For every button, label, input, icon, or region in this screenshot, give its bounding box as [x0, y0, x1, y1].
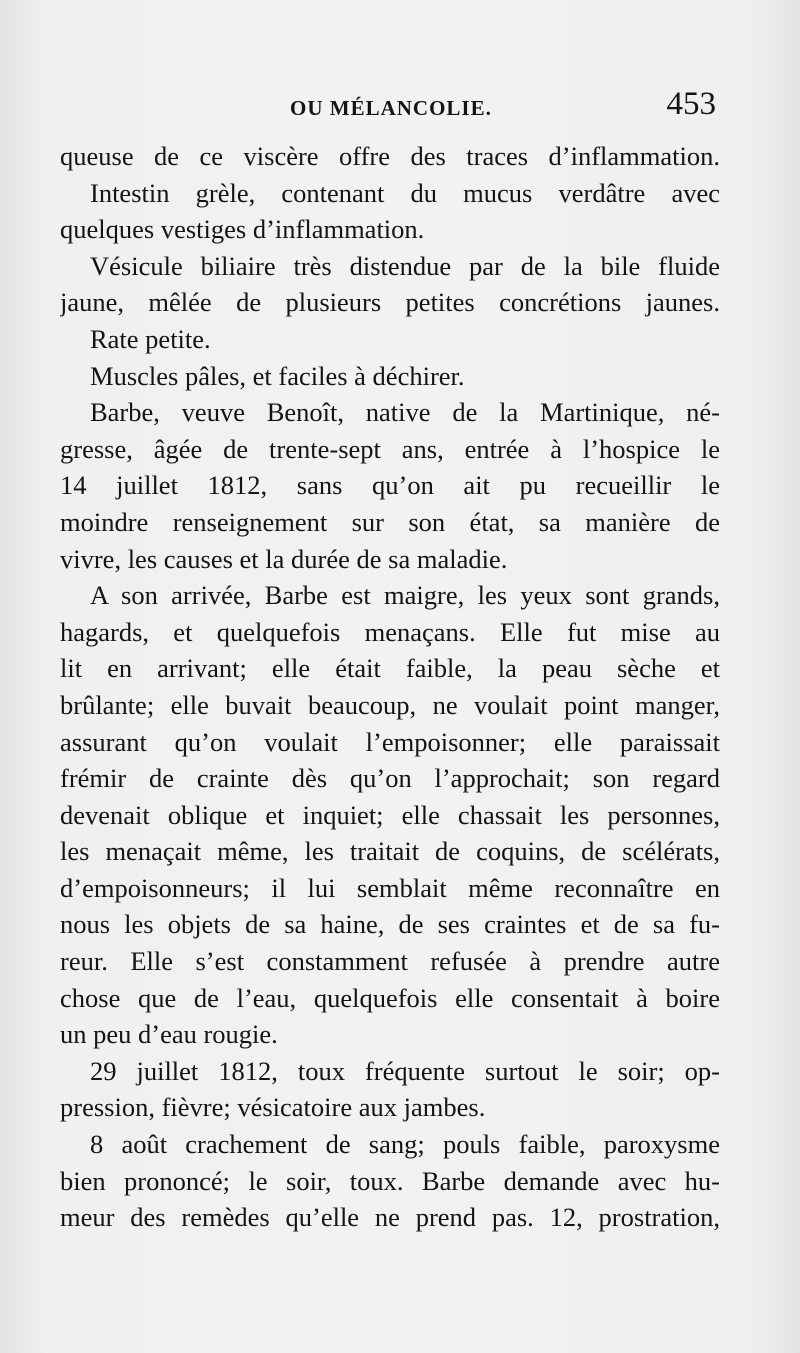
text-line: Vésicule biliaire très distendue par de la bile fluide [90, 250, 720, 281]
text-line: reur. Elle s’est constamment refusée à prendre autre [60, 946, 720, 977]
text-line: chose que de l’eau, quelquefois elle consentait à boire [60, 982, 720, 1013]
text-line: quelques vestiges d’inflammation. [60, 214, 425, 245]
text-line: A son arrivée, Barbe est maigre, les yeux sont grands, [90, 580, 720, 611]
text-line: Barbe, veuve Benoît, native de la Martinique, né- [90, 397, 720, 428]
text-line: vivre, les causes et la durée de sa maladie. [60, 543, 508, 574]
text-line: pression, fièvre; vésicatoire aux jambes. [60, 1092, 486, 1123]
text-line: nous les objets de sa haine, de ses craintes et de sa fu- [60, 909, 720, 940]
text-line: Rate petite. [90, 323, 211, 354]
text-line: 14 juillet 1812, sans qu’on ait pu recueillir le [60, 470, 720, 501]
text-line: 29 juillet 1812, toux fréquente surtout le soir; op- [90, 1055, 720, 1086]
text-line: Muscles pâles, et faciles à déchirer. [90, 360, 465, 391]
running-title: OU MÉLANCOLIE. [290, 96, 492, 120]
text-line: 8 août crachement de sang; pouls faible, paroxysme [90, 1129, 720, 1160]
running-head [0, 86, 800, 126]
text-line: d’empoisonneurs; il lui semblait même reconnaître en [60, 872, 720, 903]
page-number: 453 [666, 86, 716, 122]
text-line: devenait oblique et inquiet; elle chassait les personnes, [60, 799, 720, 830]
text-line: Intestin grèle, contenant du mucus verdâtre avec [90, 177, 720, 208]
text-line: assurant qu’on voulait l’empoisonner; elle paraissait [60, 726, 720, 757]
text-line: les menaçait même, les traitait de coquins, de scélérats, [60, 836, 720, 867]
text-line: moindre renseignement sur son état, sa manière de [60, 506, 720, 537]
text-line: brûlante; elle buvait beaucoup, ne voulait point manger, [60, 689, 720, 720]
text-line: meur des remèdes qu’elle ne prend pas. 12, prostration, [60, 1202, 720, 1233]
text-line: lit en arrivant; elle était faible, la peau sèche et [60, 653, 720, 684]
text-line: gresse, âgée de trente-sept ans, entrée à l’hospice le [60, 433, 720, 464]
body-text [60, 138, 720, 1236]
text-line: hagards, et quelquefois menaçans. Elle fut mise au [60, 616, 720, 647]
text-line: queuse de ce viscère offre des traces d’inflammation. [60, 141, 720, 171]
text-line: un peu d’eau rougie. [60, 1019, 278, 1050]
text-line: bien prononcé; le soir, toux. Barbe demande avec hu- [60, 1165, 720, 1196]
text-line: frémir de crainte dès qu’on l’approchait; son regard [60, 763, 720, 794]
text-line: jaune, mêlée de plusieurs petites concrétions jaunes. [60, 287, 720, 318]
